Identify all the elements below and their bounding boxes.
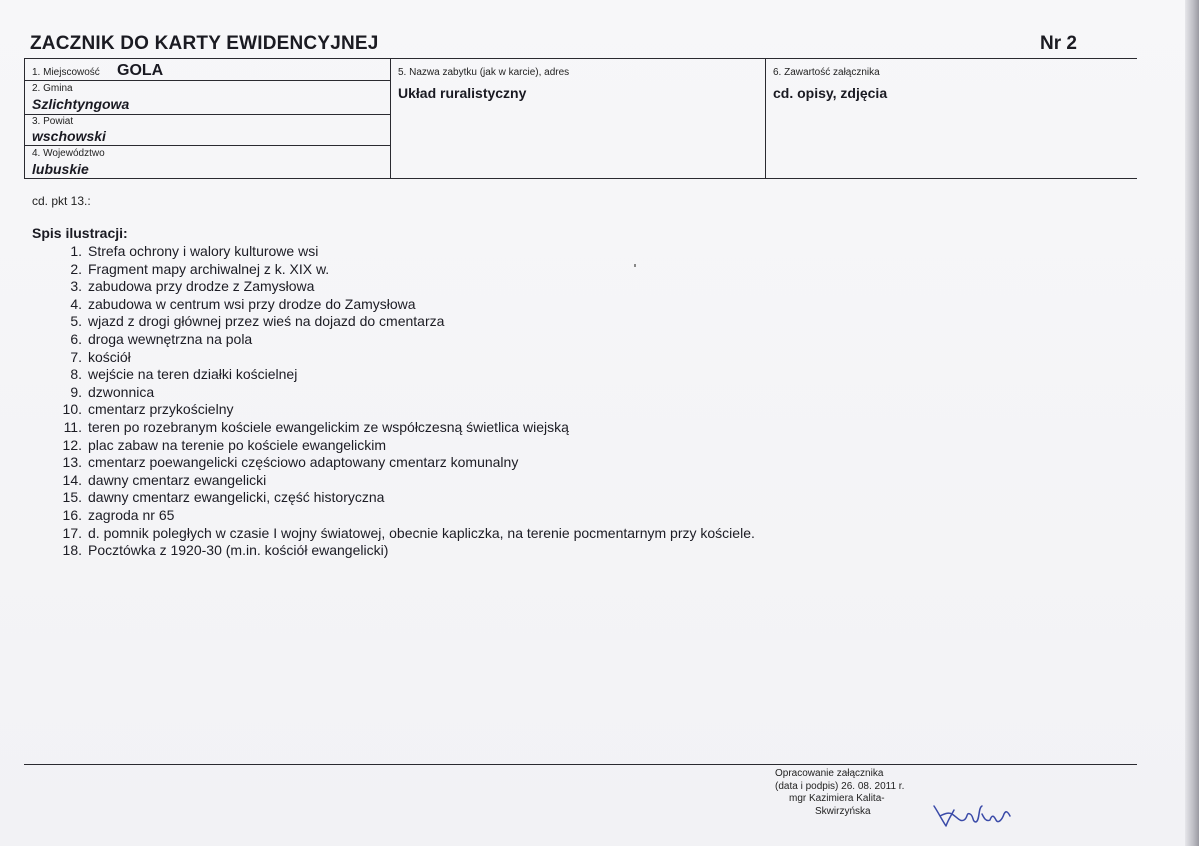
- list-item-number: 14.: [62, 471, 82, 488]
- list-item: [52, 525, 755, 543]
- preparation-date: (data i podpis) 26. 08. 2011 r.: [775, 780, 905, 792]
- list-item-text: dzwonnica: [88, 383, 155, 400]
- author-surname-line: Skwirzyńska: [815, 805, 871, 817]
- list-item-text: zabudowa w centrum wsi przy drodze do Zamysłowa: [88, 295, 416, 312]
- list-item: [52, 401, 755, 419]
- list-item-number: 6.: [70, 330, 82, 347]
- list-item: [52, 454, 755, 472]
- list-item-number: 9.: [70, 383, 82, 400]
- list-item-number: 17.: [62, 524, 82, 541]
- list-item-text: dawny cmentarz ewangelicki, część historyczna: [88, 489, 385, 506]
- scan-edge: [1185, 0, 1199, 846]
- list-item-text: d. pomnik poległych w czasie I wojny światowej, obecnie kapliczka, na terenie pocmentarnym przy kościele.: [88, 524, 755, 541]
- scan-speck: [634, 264, 636, 267]
- form-divider: [24, 58, 25, 179]
- list-item-text: zabudowa przy drodze z Zamysłowa: [88, 278, 315, 295]
- list-item-number: 13.: [62, 454, 82, 471]
- list-item-text: kościół: [88, 348, 131, 365]
- list-item-number: 1.: [70, 243, 82, 259]
- list-item-text: Pocztówka z 1920-30 (m.in. kościół ewangelicki): [88, 542, 389, 559]
- field-contents-value: cd. opisy, zdjęcia: [773, 85, 888, 101]
- field-locality-label: 1. Miejscowość: [32, 67, 100, 78]
- handwritten-signature: [930, 800, 1015, 832]
- list-item-text: plac zabaw na terenie po kościele ewangelickim: [88, 436, 387, 453]
- list-item-text: cmentarz przykościelny: [88, 401, 234, 418]
- form-divider: [390, 58, 391, 179]
- preparation-line: Opracowanie załącznika: [775, 768, 884, 779]
- list-item: [52, 296, 755, 314]
- list-item-text: wjazd z drogi głównej przez wieś na dojazd do cmentarza: [88, 313, 445, 330]
- continuation-label: cd. pkt 13.:: [32, 194, 91, 208]
- header-rule: [24, 58, 1137, 59]
- list-item-number: 18.: [62, 542, 82, 559]
- list-item: [52, 437, 755, 455]
- list-item-text: Strefa ochrony i walory kulturowe wsi: [88, 243, 319, 259]
- field-voivodeship-value: lubuskie: [32, 161, 89, 177]
- list-item-number: 7.: [70, 348, 82, 365]
- list-item: [52, 278, 755, 296]
- list-item-number: 12.: [62, 436, 82, 453]
- list-item-text: cmentarz poewangelicki częściowo adaptowany cmentarz komunalny: [88, 454, 519, 471]
- list-item: [52, 542, 755, 560]
- field-voivodeship-label: 4. Województwo: [32, 148, 105, 159]
- list-item-number: 11.: [63, 418, 82, 435]
- list-item-number: 4.: [70, 295, 82, 312]
- field-monument-name-value: Układ ruralistyczny: [398, 85, 527, 101]
- list-item-text: zagroda nr 65: [88, 506, 175, 523]
- field-commune-label: 2. Gmina: [32, 83, 73, 94]
- list-item: [52, 261, 755, 279]
- list-item-text: droga wewnętrzna na pola: [88, 330, 253, 347]
- field-monument-name-label: 5. Nazwa zabytku (jak w karcie), adres: [398, 67, 570, 78]
- list-item: [52, 472, 755, 490]
- list-item-number: 15.: [62, 489, 82, 506]
- field-county-label: 3. Powiat: [32, 116, 74, 127]
- list-item-text: dawny cmentarz ewangelicki: [88, 471, 267, 488]
- list-item: [52, 366, 755, 384]
- document-number: Nr 2: [1040, 33, 1077, 54]
- list-item: [52, 331, 755, 349]
- document-title: ZACZNIK DO KARTY EWIDENCYJNEJ: [30, 33, 379, 54]
- form-divider: [24, 145, 390, 146]
- list-item: [52, 489, 755, 507]
- field-contents-label: 6. Zawartość załącznika: [773, 67, 880, 78]
- author-name-line: mgr Kazimiera Kalita-: [789, 793, 885, 804]
- form-divider: [24, 114, 390, 115]
- preparation-note: [775, 768, 904, 818]
- list-item-number: 10.: [62, 401, 82, 418]
- illustration-list: [52, 243, 755, 560]
- list-item: [52, 507, 755, 525]
- illustration-list-title: Spis ilustracji:: [32, 225, 128, 241]
- list-item-text: Fragment mapy archiwalnej z k. XIX w.: [88, 260, 330, 277]
- list-item-text: wejście na teren działki kościelnej: [88, 366, 298, 383]
- field-commune-value: Szlichtyngowa: [32, 96, 130, 112]
- form-divider: [24, 80, 390, 81]
- list-item-text: teren po rozebranym kościele ewangelickim ze współczesną świetlica wiejską: [88, 418, 569, 435]
- list-item: [52, 419, 755, 437]
- list-item: [52, 243, 755, 261]
- form-divider: [24, 178, 1137, 179]
- list-item: [52, 313, 755, 331]
- list-item-number: 5.: [70, 313, 82, 330]
- footer-rule: [24, 764, 1137, 765]
- list-item-number: 16.: [62, 506, 82, 523]
- list-item: [52, 349, 755, 367]
- field-county-value: wschowski: [32, 128, 106, 144]
- list-item-number: 2.: [70, 260, 82, 277]
- list-item-number: 3.: [70, 278, 82, 295]
- field-locality-value: GOLA: [117, 62, 164, 79]
- form-divider: [765, 58, 766, 179]
- list-item: [52, 384, 755, 402]
- list-item-number: 8.: [70, 366, 82, 383]
